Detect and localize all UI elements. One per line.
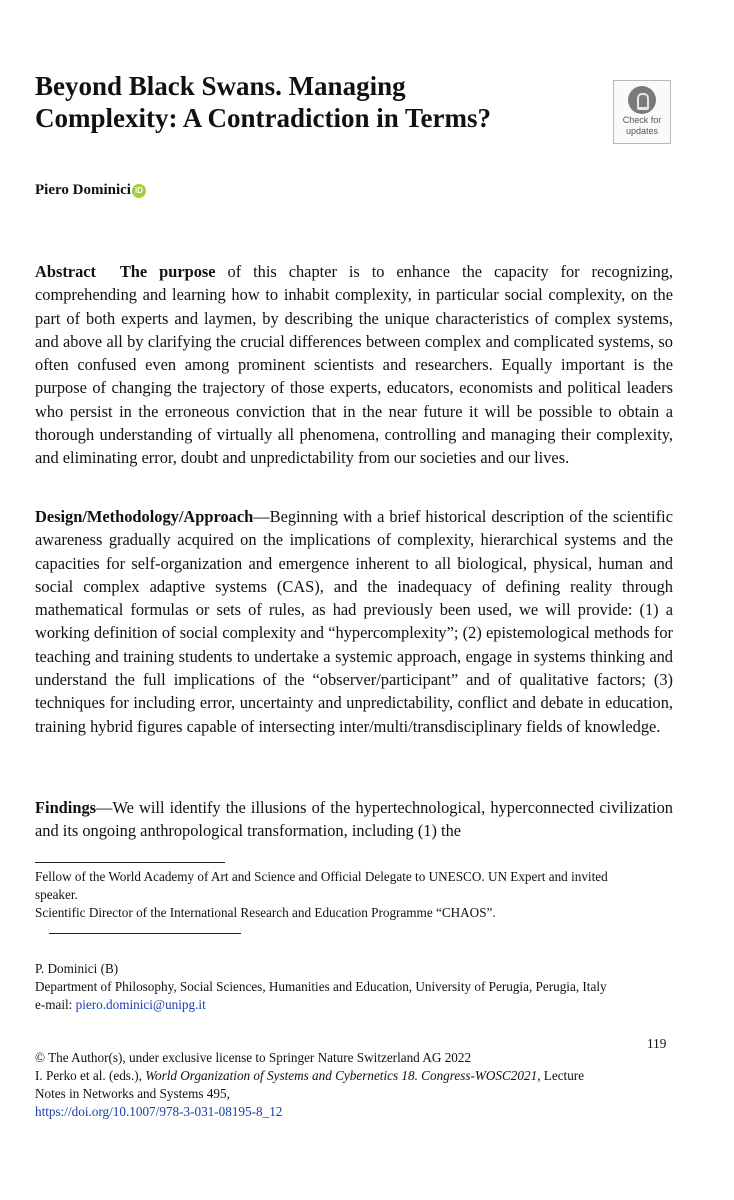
author-line — [35, 180, 146, 200]
email-link[interactable]: piero.dominici@unipg.it — [75, 997, 206, 1012]
design-paragraph — [35, 505, 673, 738]
correspondence-department: Department of Philosophy, Social Sciences, Humanities and Education, University of Perugia, Perugia, Italy — [35, 979, 607, 994]
findings-paragraph — [35, 796, 673, 843]
page-title — [35, 70, 595, 134]
email-label: e-mail: — [35, 997, 76, 1012]
footnote-director: Scientific Director of the International Research and Education Programme “CHAOS”. — [35, 905, 496, 920]
citation-editors: I. Perko et al. (eds.), — [35, 1068, 146, 1083]
abstract-text: of this chapter is to enhance the capacity for recognizing, comprehending and learning how to inhabit complexity, in particular social complexity, on the part of both experts and laymen, by describing the unique characteristics of complex systems, and above all by clarifying the crucial differences between complex and complicated systems, so often confused even among prominent scientists and researchers. Equally important is the purpose of changing the trajectory of those experts, educators, economists and political leaders who persist in the erroneous conviction that in the near future it will be possible to obtain a thorough understanding of virtually all phenomena, controlling and managing their complexity, and eliminating error, doubt and unpredictability from our societies and our lives. — [35, 262, 673, 468]
abstract-lead: The purpose — [119, 262, 216, 281]
check-for-updates-badge[interactable] — [613, 80, 671, 144]
footnote-rule — [35, 862, 225, 863]
doi-line — [35, 1103, 615, 1121]
citation-line — [35, 1067, 615, 1103]
correspondence-name: P. Dominici — [35, 961, 98, 976]
orcid-icon[interactable]: iD — [132, 184, 146, 198]
design-text: —Beginning with a brief historical description of the scientific awareness gradually acquired on the implications of complexity, hierarchical systems and the capacities for self-organization and emergence inherent to all biological, physical, human and social complex adaptive systems (CAS), and the inadequacy of defining reality through mathematical formulas or sets of rules, as had previously been used, we will provide: (1) a working definition of social complexity and “hypercomplexity”; (2) epistemological methods for teaching and training students to undertake a systemic approach, engage in systems thinking and understand the full implications of the “observer/participant” and of qualitative factors; (3) techniques for including error, uncertainty and unpredictability, conflict and debate in education, training hybrid figures capable of intersecting inter/multi/transdisciplinary fields of knowledge. — [35, 507, 673, 736]
corresponding-mark: (B) — [100, 961, 119, 976]
correspondence-rule — [49, 933, 241, 934]
badge-line-1: Check for — [622, 115, 662, 125]
citation-book: World Organization of Systems and Cybernetics 18. Congress-WOSC2021 — [145, 1068, 538, 1083]
citation-series: , Lecture Notes in Networks and Systems 495, — [35, 1068, 585, 1101]
findings-label: Findings — [35, 798, 97, 817]
correspondence-name-line — [35, 960, 635, 978]
title-line-1: Beyond Black Swans. Managing — [35, 71, 406, 101]
footnote-fellow: Fellow of the World Academy of Art and Science and Official Delegate to UNESCO. UN Expert and invited speaker. — [35, 869, 608, 902]
badge-line-2: updates — [625, 126, 659, 136]
doi-link[interactable]: https://doi.org/10.1007/978-3-031-08195-8_12 — [35, 1104, 283, 1119]
author-name: Piero Dominici — [35, 182, 131, 198]
correspondence-email-line — [35, 996, 635, 1014]
check-for-updates-icon — [628, 86, 656, 114]
title-line-2: Complexity: A Contradiction in Terms? — [35, 103, 492, 133]
copyright-line: © The Author(s), under exclusive license to Springer Nature Switzerland AG 2022 — [35, 1050, 472, 1065]
findings-text: —We will identify the illusions of the hypertechnological, hyperconnected civilization and its ongoing anthropological transformation, including (1) the — [35, 798, 673, 841]
abstract-paragraph — [35, 260, 673, 470]
page-number: 119 — [647, 1036, 667, 1051]
correspondence-block — [35, 960, 635, 1014]
design-label: Design/Methodology/Approach — [35, 507, 254, 526]
abstract-label: Abstract — [35, 262, 96, 281]
copyright-block — [35, 1049, 615, 1121]
